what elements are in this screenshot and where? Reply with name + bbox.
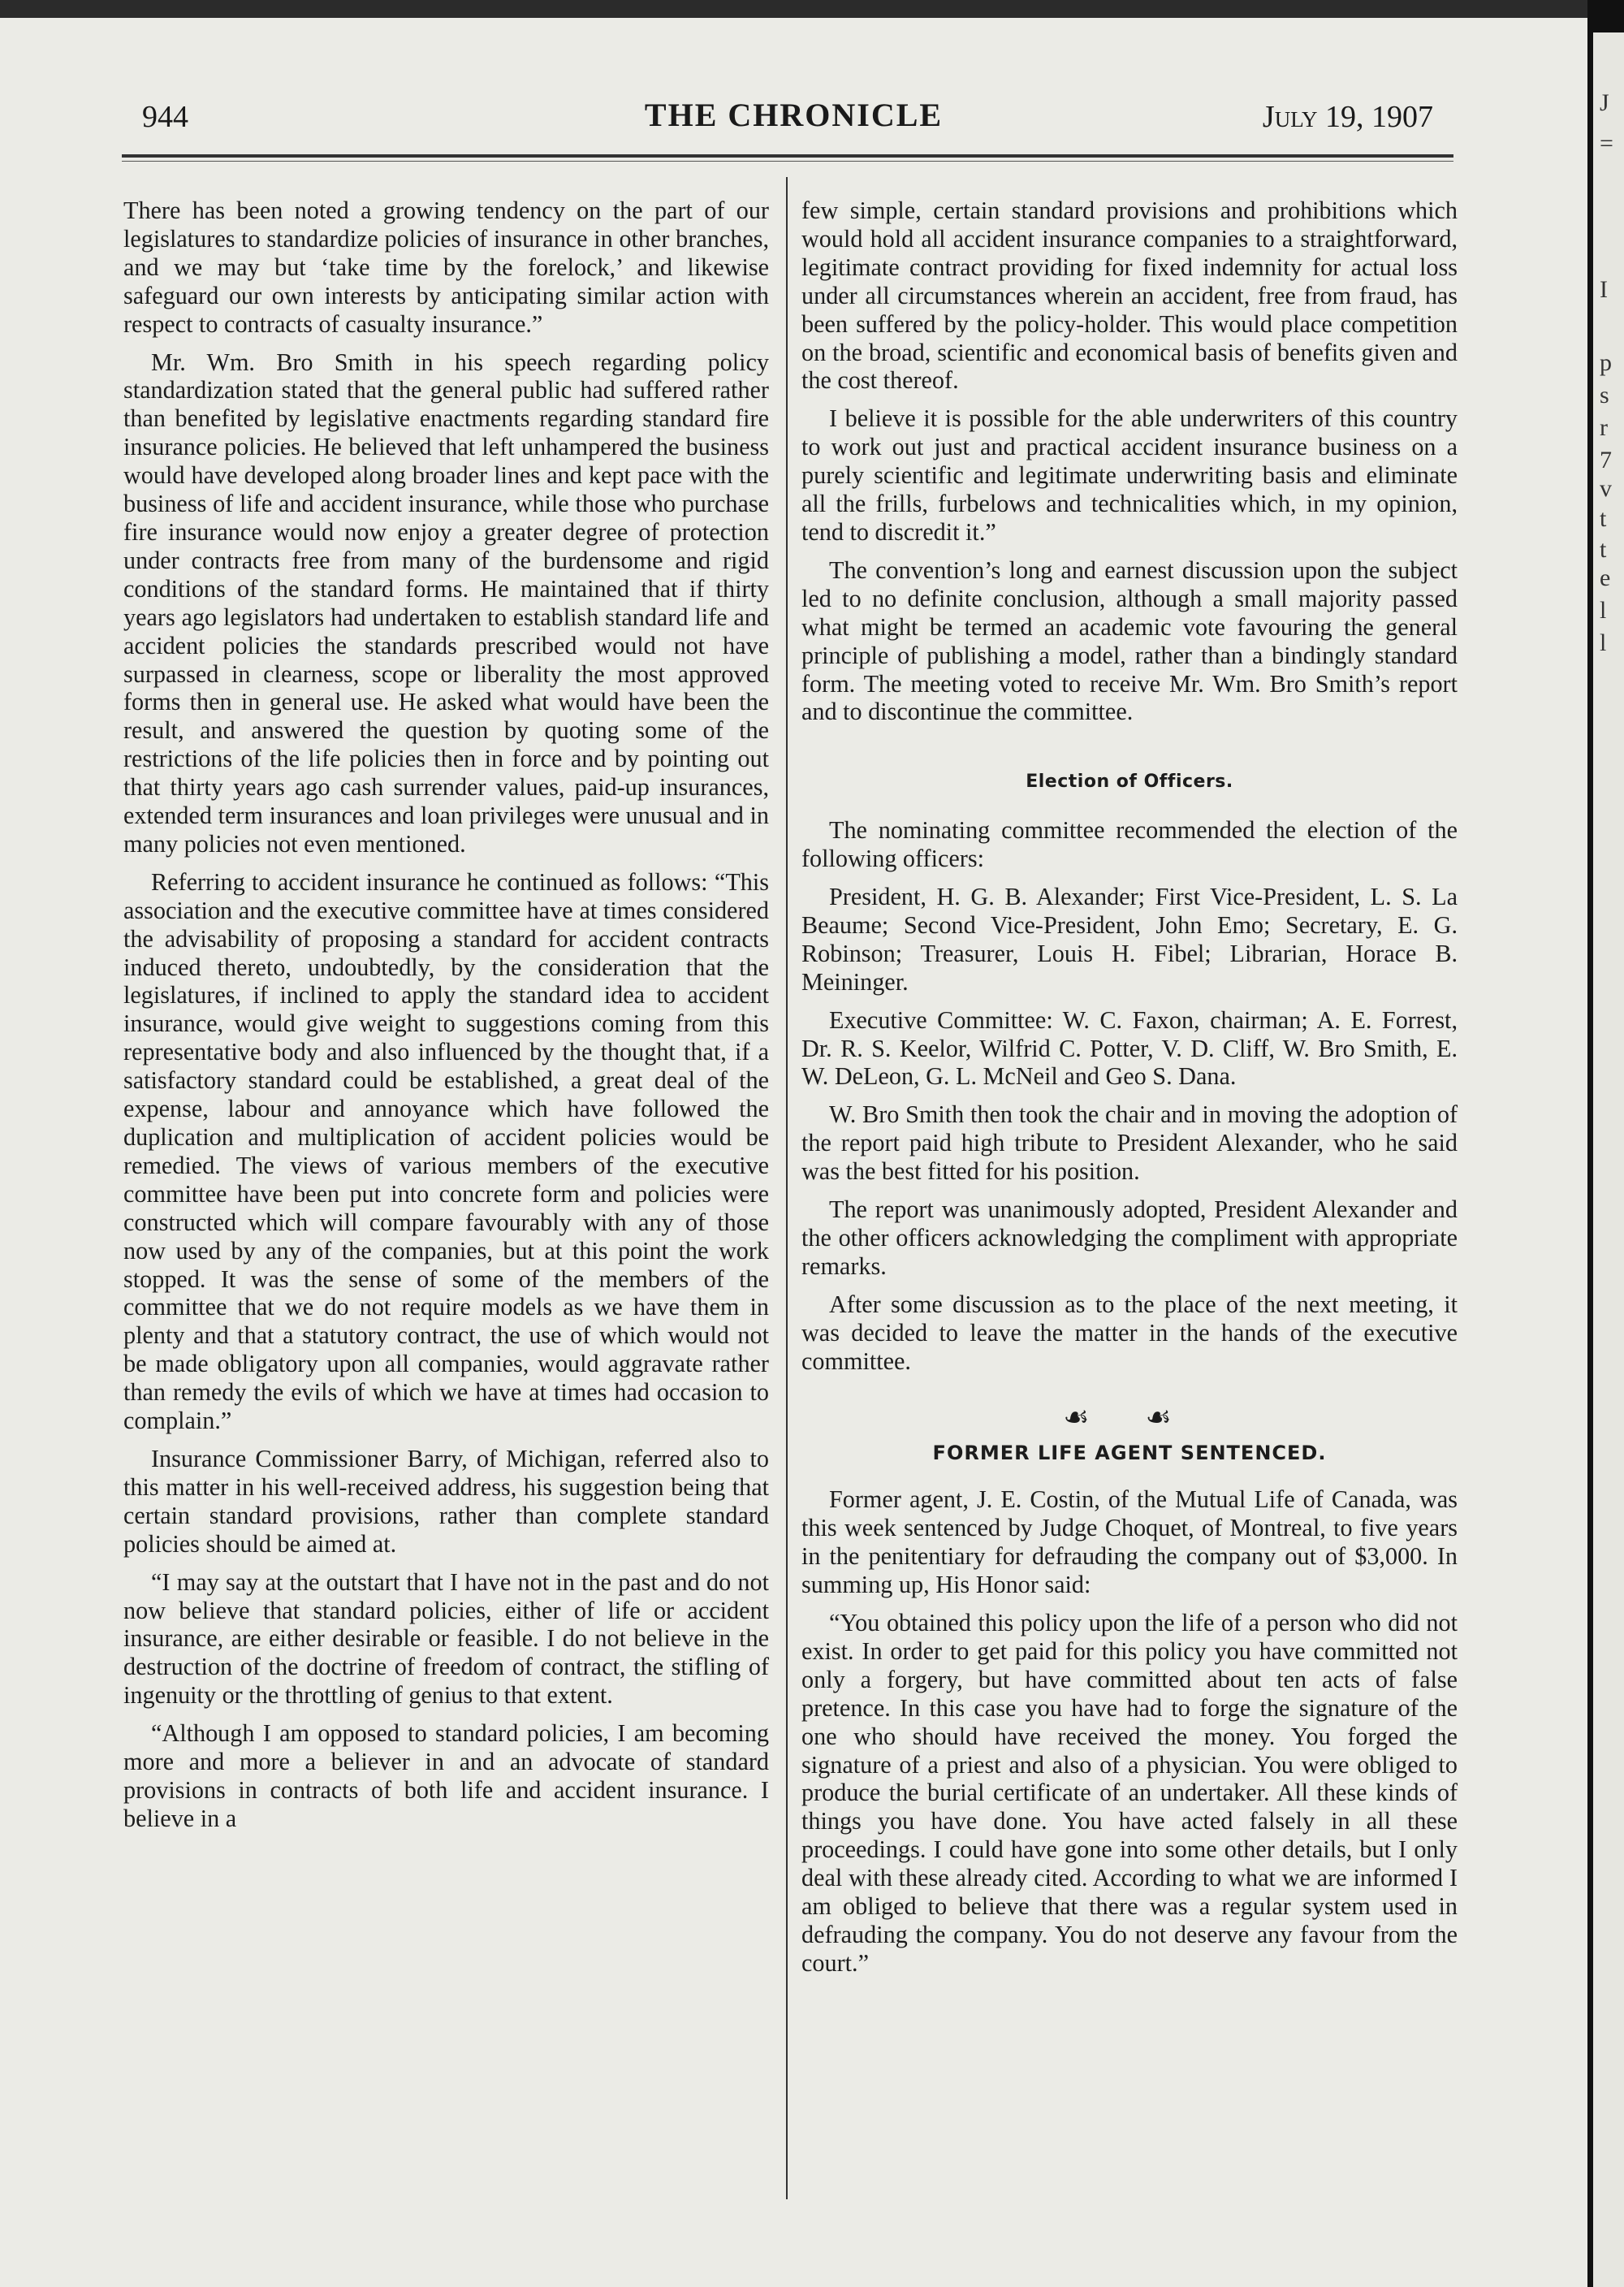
former-agent-heading: FORMER LIFE AGENT SENTENCED. xyxy=(932,1442,1327,1465)
article-paragraph: After some discussion as to the place of the next meeting, it was decided to leave the matter in the hands of the executive committee. xyxy=(801,1290,1458,1375)
article-paragraph: I believe it is possible for the able underwriters of this country to work out just and practical accident insurance business on a purely scientific and legitimate underwriting basis and eliminate all the frills, furbelows and technicalities which, in my opinion, tend to discredit it.” xyxy=(801,404,1458,546)
next-page-fragment: t xyxy=(1600,536,1607,563)
article-paragraph: Former agent, J. E. Costin, of the Mutual Life of Canada, was this week sentenced by Judge Choquet, of Montreal, to five years in the penitentiary for defrauding the company out of $3,000. In summing up, His Honor said: xyxy=(801,1485,1458,1599)
article-paragraph: Insurance Commissioner Barry, of Michigan, referred also to this matter in his well-received address, his suggestion being that certain standard provisions, rather than complete standard policies should be aimed at. xyxy=(123,1444,769,1558)
publication-title: THE CHRONICLE xyxy=(644,97,944,133)
article-paragraph: The report was unanimously adopted, President Alexander and the other officers acknowledging the compliment with appropriate remarks. xyxy=(801,1195,1458,1280)
next-page-fragment: p xyxy=(1600,349,1612,376)
left-column xyxy=(123,197,769,1843)
next-page-fragment: = xyxy=(1600,130,1613,157)
next-page-fragment: 7 xyxy=(1600,447,1612,473)
header-rule-thin xyxy=(122,161,1453,162)
next-page-fragment: r xyxy=(1600,414,1608,441)
article-paragraph: “You obtained this policy upon the life of a person who did not exist. In order to get paid for this policy you have committed not only a forgery, but have committed about ten acts of false pretence. In this case you have had to forge the signature of the one who should have received the money. You forged the signature of a priest and also of a physician. You were obliged to produce the burial certificate of an undertaker. All these kinds of things you have done. You have acted falsely in all these proceedings. I could have gone into some other details, but I only deal with these already cited. According to what we are informed I am obliged to believe that there was a regular system used in defrauding the company. You do not deserve any favour from the court.” xyxy=(801,1608,1458,1977)
article-paragraph: President, H. G. B. Alexander; First Vice-President, L. S. La Beaume; Second Vice-President, John Emo; Secretary, E. G. Robinson; Treasurer, Louis H. Fibel; Librarian, Horace B. Meininger. xyxy=(801,883,1458,996)
election-heading: Election of Officers. xyxy=(1026,772,1233,793)
next-page-fragment: e xyxy=(1600,564,1611,591)
next-page-fragment: t xyxy=(1600,505,1607,532)
article-paragraph: There has been noted a growing tendency on the part of our legislatures to standardize policies of insurance in other branches, and we may but ‘take time by the forelock,’ and likewise safeguard our own interests by anticipating similar action with respect to contracts of casualty insurance.” xyxy=(123,197,769,338)
article-paragraph: Mr. Wm. Bro Smith in his speech regarding policy standardization stated that the general public had suffered rather than benefited by legislative enactments regarding standard fire insurance policies. He believed that left unhampered the business would have developed along broader lines and kept pace with the business of life and accident insurance, while those who purchase fire insurance would now enjoy a greater degree of protection under contracts free from many of the burdensome and rigid conditions of the standard forms. He maintained that if thirty years ago legislators had undertaken to establish standard life and accident policies the standards prescribed would not have surpassed in clearness, scope or liberality the most approved forms then in general use. He asked what would have been the result, and answered the question by quoting some of the restrictions of the life policies then in force and by pointing out that thirty years ago cash surrender values, paid-up insurances, extended term insurances and loan privileges were unusual and in many policies not even mentioned. xyxy=(123,348,769,858)
article-paragraph: W. Bro Smith then took the chair and in moving the adoption of the report paid high tribute to President Alexander, who he said was the best fitted for his position. xyxy=(801,1100,1458,1186)
next-page-fragment: s xyxy=(1600,382,1609,409)
next-page-fragment: l xyxy=(1600,629,1607,656)
article-paragraph: Executive Committee: W. C. Faxon, chairman; A. E. Forrest, Dr. R. S. Keelor, Wilfrid C. Potter, V. D. Cliff, W. Bro Smith, E. W. DeLeon, G. L. McNeil and Geo S. Dana. xyxy=(801,1005,1458,1091)
article-paragraph: few simple, certain standard provisions and prohibitions which would hold all accident insurance companies to a straightforward, legitimate contract providing for fixed indemnity for actual loss under all circumstances wherein an accident, free from fraud, has been suffered by the policy-holder. This would place competition on the broad, scientific and economical basis of benefits given and the cost thereof. xyxy=(801,197,1458,395)
page-number: 944 xyxy=(142,100,188,134)
article-paragraph: Referring to accident insurance he continued as follows: “This association and the executive committee have at times considered the advisability of proposing a standard for accident contracts induced thereto, undoubtedly, by the consideration that the legislatures, if inclined to apply the standard idea to accident insurance, would give weight to suggestions coming from this representative body and also influenced by the thought that, if a satisfactory standard could be established, a great deal of the expense, labour and annoyance which have followed the duplication and multiplication of accident policies would be remedied. The views of various members of the executive committee have been put into concrete form and policies were constructed which will compare favourably with any of those now used by any of the companies, but at this point the work stopped. It was the sense of some of the members of the committee that we do not require models as we have them in plenty and that a statutory contract, the use of which would not be made obligatory upon all companies, would aggravate rather than remedy the evils of which we have at times had occasion to complain.” xyxy=(123,867,769,1435)
issue-date: July 19, 1907 xyxy=(1262,100,1433,134)
next-page-fragment: v xyxy=(1600,475,1612,502)
header-rule xyxy=(122,154,1453,158)
next-page-fragment: J xyxy=(1600,89,1609,116)
ornament-icon: ☙ ☙ xyxy=(1063,1400,1196,1433)
next-page-fragment: l xyxy=(1600,597,1607,624)
newspaper-page xyxy=(0,18,1587,2287)
article-paragraph: “Although I am opposed to standard policies, I am becoming more and more a believer in and an advocate of standard provisions in contracts of both life and accident insurance. I believe in a xyxy=(123,1719,769,1832)
next-page-edge xyxy=(1593,32,1624,2287)
article-paragraph: The nominating committee recommended the election of the following officers: xyxy=(801,816,1458,873)
column-divider xyxy=(786,177,788,2199)
next-page-fragment: I xyxy=(1600,276,1608,303)
article-paragraph: “I may say at the outstart that I have not in the past and do not now believe that standard policies, either of life or accident insurance, are either desirable or feasible. I do not believe in the destruction of the doctrine of freedom of contract, the stifling of ingenuity or the throttling of genius to that extent. xyxy=(123,1567,769,1710)
article-paragraph: The convention’s long and earnest discussion upon the subject led to no definite conclusion, although a small majority passed what might be termed an academic vote favouring the general principle of publishing a model, rather than a bindingly standard form. The meeting voted to receive Mr. Wm. Bro Smith’s report and to discontinue the committee. xyxy=(801,556,1458,726)
right-column xyxy=(801,197,1458,1987)
